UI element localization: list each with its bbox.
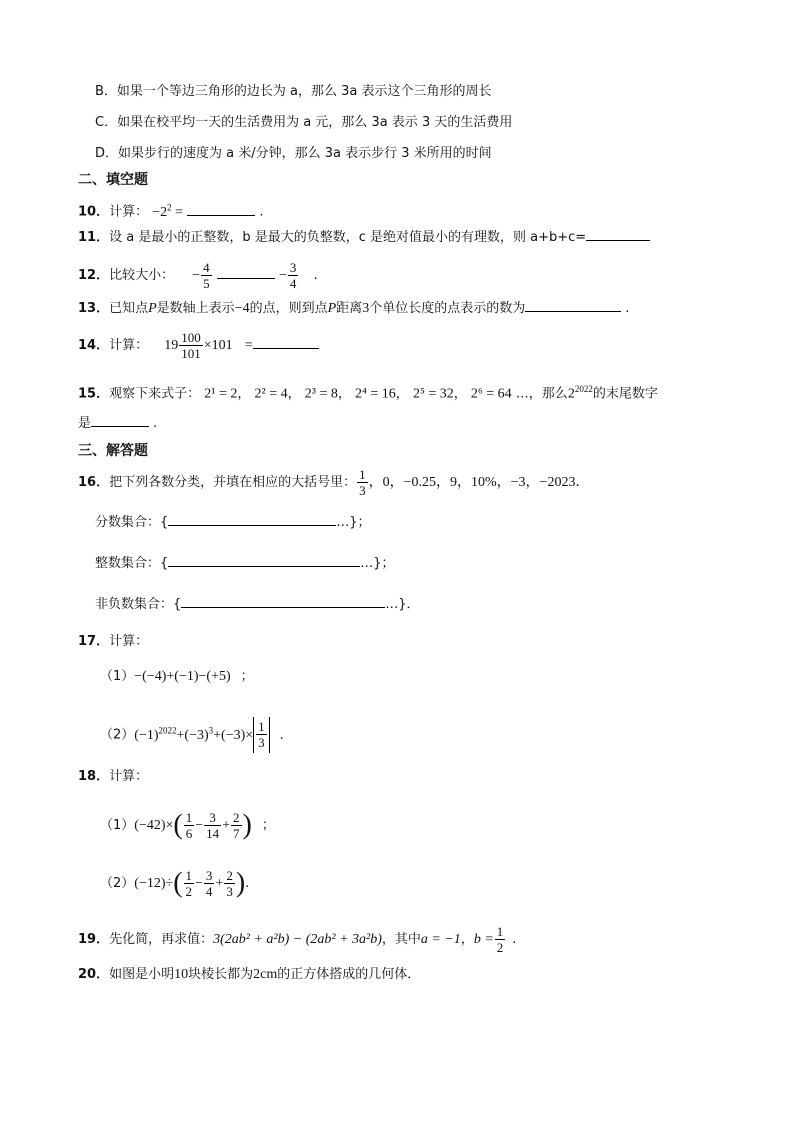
fraction: $\frac{4}{5}$ [203, 260, 210, 291]
question-11 [78, 228, 650, 248]
section-heading-fill-blank: 二、填空题 [78, 172, 148, 188]
option-c: C．如果在校平均一天的生活费用为 a 元，那么 3a 表示 3 天的生活费用 [95, 115, 513, 130]
question-10: 10．计算： $-2^2$ = . [78, 202, 264, 220]
answer-blank[interactable] [168, 554, 360, 567]
question-text: 设 a 是最小的正整数，b 是最大的负整数，c 是绝对值最小的有理数，则 a+b+c= [109, 230, 587, 245]
answer-blank[interactable] [525, 299, 621, 312]
question-number: 12． [78, 268, 110, 283]
question-number: 17． [78, 634, 110, 649]
answer-blank[interactable] [253, 336, 319, 349]
fraction: $\frac{3}{4}$ [289, 260, 297, 291]
question-14: 14．计算： 19 $\frac{100}{101}$ ×101 = [78, 328, 319, 364]
option-d: D．如果步行的速度为 a 米/分钟，那么 3a 表示步行 3 米所用的时间 [95, 146, 492, 161]
set-nonnegative: 非负数集合：{ …}． [95, 597, 420, 612]
fraction: $\frac{100}{101}$ [181, 330, 201, 361]
fraction: $\frac{3}{4}$ [205, 868, 213, 899]
question-15-line2: 是 . [78, 416, 158, 431]
answer-blank[interactable] [181, 595, 385, 608]
question-16: 16．把下列各数分类，并填在相应的大括号里： $\frac{1}{3}$ ，0，−0.25，9，10%，−3，−2023． [78, 467, 590, 498]
math-expression: 3(2ab² + a²b) − (2ab² + 3a²b) [213, 932, 382, 947]
fraction: $\frac{2}{7}$ [233, 810, 240, 841]
question-20: 20．如图是小明10块棱长都为2cm的正方体搭成的几何体． [78, 967, 421, 982]
question-number: 18． [78, 769, 110, 784]
question-number: 11． [78, 230, 110, 245]
fraction: $\frac{1}{2}$ [496, 924, 504, 955]
fraction: $\frac{1}{2}$ [185, 868, 193, 899]
answer-blank[interactable] [168, 513, 336, 526]
fraction: $\frac{1}{3}$ [359, 467, 366, 498]
question-number: 15． [78, 386, 110, 402]
absolute-value: $\frac{1}{3}$ [253, 717, 270, 753]
question-18-part1: （1）(−42)×( $\frac{1}{6}$ − $\frac{3}{14}$ + $\frac{2}{7}$ ) ； [100, 809, 275, 841]
question-17: 17．计算： [78, 634, 149, 649]
question-text: 计算： [109, 204, 149, 220]
question-text: 比较大小： [109, 268, 175, 283]
fraction: $\frac{1}{6}$ [185, 810, 193, 841]
question-18: 18．计算： [78, 769, 149, 784]
question-15: 15．观察下来式子： 2¹ = 2， 2² = 4， 2³ = 8， 2⁴ = 16， 2⁵ = 32， 2⁶ = 64 …，那么$2^{2022}$的末尾数字 [78, 384, 658, 402]
set-fractions: 分数集合：{ …}； [95, 515, 371, 530]
math-expression: $-2^2$ = [152, 202, 184, 220]
fraction: $\frac{2}{3}$ [226, 868, 233, 899]
question-number: 19． [78, 932, 110, 947]
question-19: 19．先化简，再求值：3(2ab² + a²b) − (2ab² + 3a²b)，其中a = −1，b = $\frac{1}{2}$ . [78, 924, 517, 955]
option-b: B．如果一个等边三角形的边长为 a，那么 3a 表示这个三角形的周长 [95, 84, 492, 99]
section-heading-answer: 三、解答题 [78, 443, 148, 459]
question-17-part1: （1）−(−4)+(−1)−(+5) ； [100, 669, 254, 684]
answer-blank[interactable] [217, 266, 275, 279]
question-number: 20． [78, 967, 110, 982]
question-number: 13． [78, 301, 110, 316]
question-number: 10． [78, 204, 110, 220]
question-12: 12．比较大小： − $\frac{4}{5}$ − $\frac{3}{4}$ . [78, 260, 318, 291]
question-17-part2: $(2)(-1)^{2022}+(-3)^3+(-3)\times$ $\frac{1}{3}$ . [100, 712, 284, 754]
question-number: 14． [78, 338, 110, 353]
question-13: 13．已知点P是数轴上表示−4的点，则到点P距离3个单位长度的点表示的数为 . [78, 301, 630, 316]
set-integers: 整数集合：{ …}； [95, 556, 395, 571]
answer-blank[interactable] [586, 228, 650, 241]
question-18-part2: （2）(−12)÷( $\frac{1}{2}$ − $\frac{3}{4}$ + $\frac{2}{3}$ ). [100, 867, 250, 899]
question-number: 16． [78, 475, 110, 490]
fraction: $\frac{3}{14}$ [206, 810, 220, 841]
answer-blank[interactable] [91, 414, 149, 427]
answer-blank[interactable] [187, 203, 255, 216]
